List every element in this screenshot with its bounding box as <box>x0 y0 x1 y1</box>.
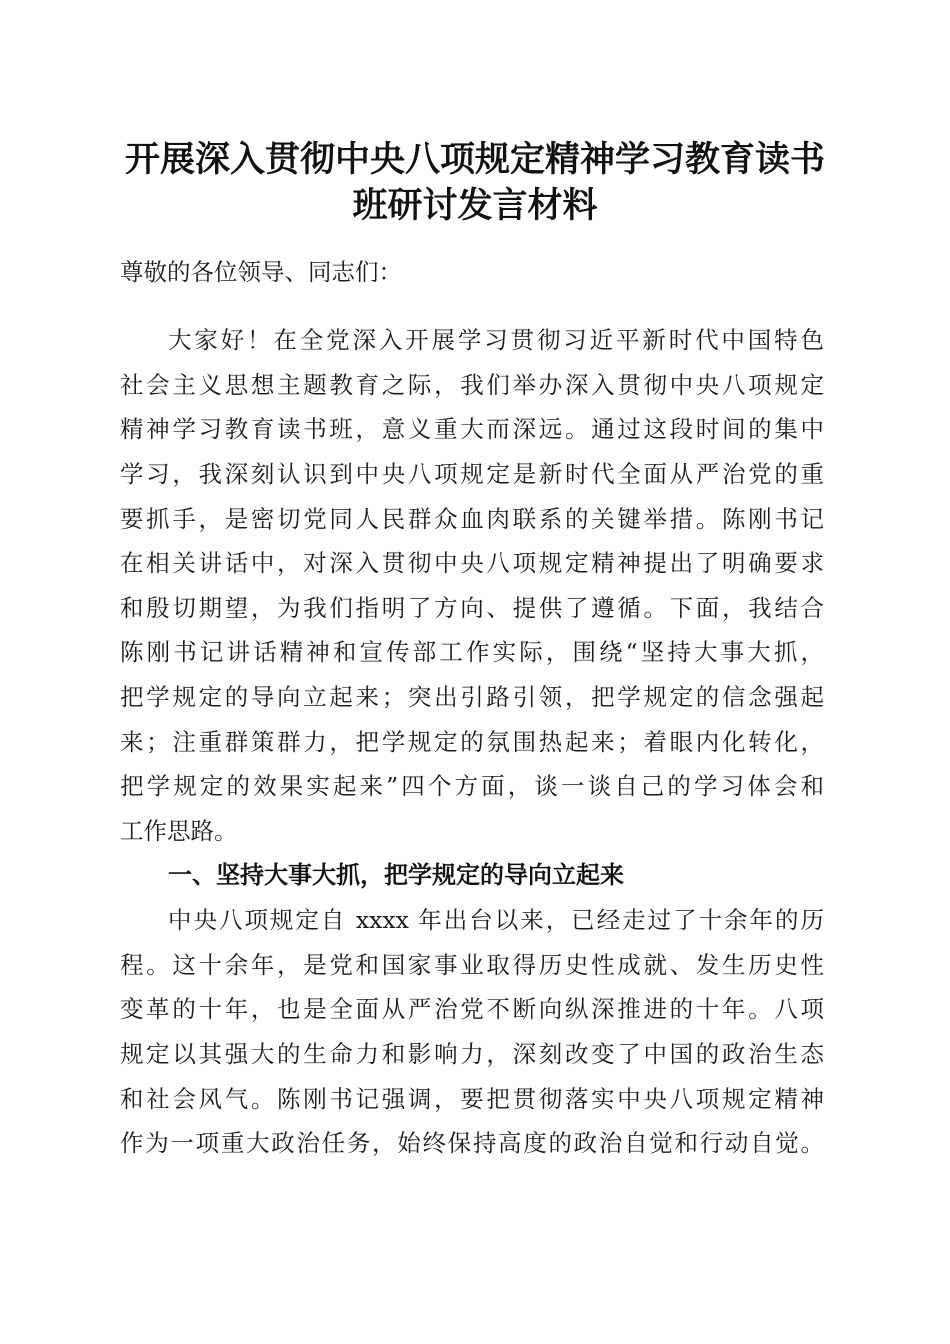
document-title-line-2: 班研讨发言材料 <box>352 185 598 226</box>
paragraph-line: 中央八项规定自 xxxx 年出台以来，已经走过了十余年的历 <box>168 906 824 934</box>
paragraph-line: 要抓手，是密切党同人民群众血肉联系的关键举措。陈刚书记 <box>120 505 824 533</box>
paragraph-line: 作为一项重大政治任务，始终保持高度的政治自觉和行动自觉。 <box>120 1129 824 1157</box>
paragraph-line: 学习，我深刻认识到中央八项规定是新时代全面从严治党的重 <box>120 460 824 488</box>
paragraph-line: 陈刚书记讲话精神和宣传部工作实际，围绕“坚持大事大抓， <box>120 638 824 666</box>
paragraph-line: 在相关讲话中，对深入贯彻中央八项规定精神提出了明确要求 <box>120 549 824 577</box>
paragraph-line: 和殷切期望，为我们指明了方向、提供了遵循。下面，我结合 <box>120 594 824 622</box>
paragraph-line: 把学规定的效果实起来”四个方面，谈一谈自己的学习体会和 <box>120 772 824 800</box>
document-title-line-1: 开展深入贯彻中央八项规定精神学习教育读书 <box>124 139 825 180</box>
paragraph-line: 程。这十余年，是党和国家事业取得历史性成就、发生历史性 <box>120 951 824 979</box>
paragraph-line: 精神学习教育读书班，意义重大而深远。通过这段时间的集中 <box>120 415 824 443</box>
salutation: 尊敬的各位领导、同志们： <box>120 258 402 286</box>
paragraph-line: 变革的十年，也是全面从严治党不断向纵深推进的十年。八项 <box>120 995 824 1023</box>
paragraph-line: 工作思路。 <box>120 817 238 845</box>
paragraph-line: 和社会风气。陈刚书记强调，要把贯彻落实中央八项规定精神 <box>120 1085 824 1113</box>
paragraph-line: 来；注重群策群力，把学规定的氛围热起来；着眼内化转化， <box>120 728 824 756</box>
paragraph-line: 大家好！在全党深入开展学习贯彻习近平新时代中国特色 <box>168 326 824 354</box>
paragraph-line: 规定以其强大的生命力和影响力，深刻改变了中国的政治生态 <box>120 1040 824 1068</box>
paragraph-line: 社会主义思想主题教育之际，我们举办深入贯彻中央八项规定 <box>120 371 824 399</box>
paragraph-line: 把学规定的导向立起来；突出引路引领，把学规定的信念强起 <box>120 683 824 711</box>
section-heading: 一、坚持大事大抓，把学规定的导向立起来 <box>168 861 624 889</box>
